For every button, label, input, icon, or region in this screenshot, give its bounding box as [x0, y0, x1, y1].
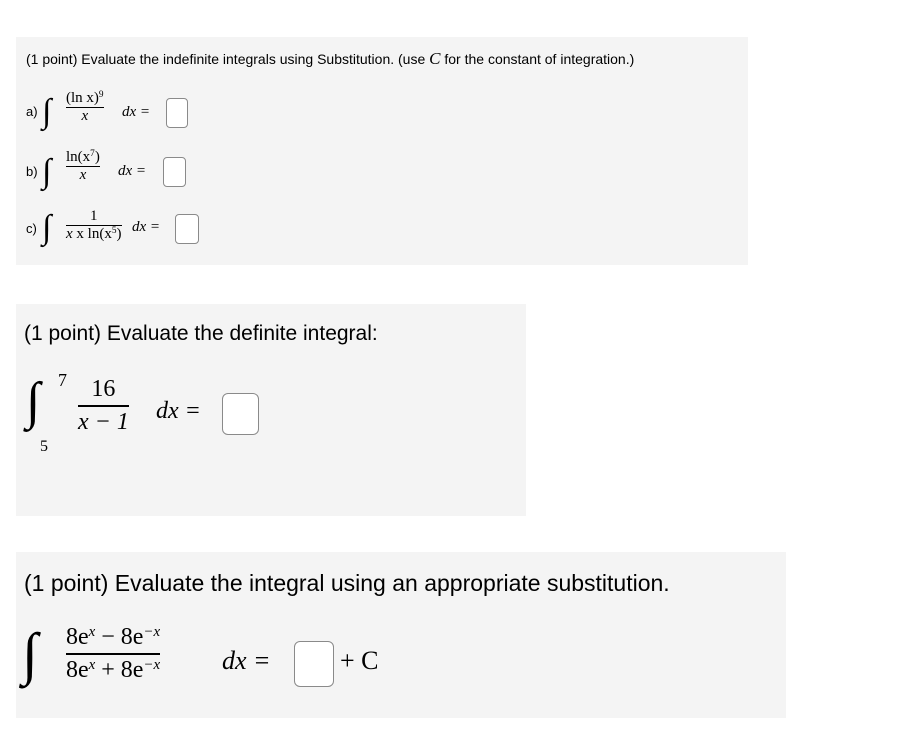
problem-1-instructions: (1 point) Evaluate the indefinite integrals using Substitution. (use C for the constant of integration.)	[26, 49, 635, 68]
problem-2-panel	[16, 304, 526, 516]
part-c-label: c)	[26, 221, 37, 236]
integrand: $8e^x - 8e^{-x}$ $8e^x + 8e^{-x}$	[66, 623, 161, 683]
part-a-label: a)	[26, 104, 38, 119]
answer-input[interactable]	[294, 641, 334, 687]
integral-sign: ∫	[42, 209, 52, 246]
part-b-label: b)	[26, 164, 38, 179]
dx-label: dx =	[222, 646, 271, 675]
integrand-a: (ln x)$^9$ x	[66, 89, 104, 124]
answer-input-b[interactable]	[163, 157, 186, 187]
answer-input-c[interactable]	[175, 214, 199, 244]
integrand-b: $\ln(x^7)$ x	[66, 148, 100, 183]
dx-a: dx =	[122, 104, 151, 120]
dx-b: dx =	[118, 163, 147, 179]
problem-2-instructions: (1 point) Evaluate the definite integral:	[24, 322, 378, 345]
integral-sign: ∫	[22, 621, 38, 686]
plus-c-suffix: + C	[340, 646, 379, 675]
integrand: 16 x − 1	[78, 376, 129, 435]
answer-input[interactable]	[222, 393, 259, 435]
problem-3-panel	[16, 552, 786, 718]
problem-3-instructions: (1 point) Evaluate the integral using an appropriate substitution.	[24, 570, 670, 596]
answer-input-a[interactable]	[166, 98, 188, 128]
lower-limit: 5	[40, 438, 48, 455]
dx-c: dx =	[132, 219, 161, 235]
integral-sign: ∫	[42, 153, 52, 190]
upper-limit: 7	[58, 370, 67, 390]
integral-sign: ∫	[26, 373, 41, 430]
integral-sign: ∫	[42, 93, 52, 130]
problem-1-panel	[16, 37, 748, 265]
dx-label: dx =	[156, 398, 201, 424]
integrand-c: 1 x x $\ln(x^5)$	[66, 208, 122, 242]
